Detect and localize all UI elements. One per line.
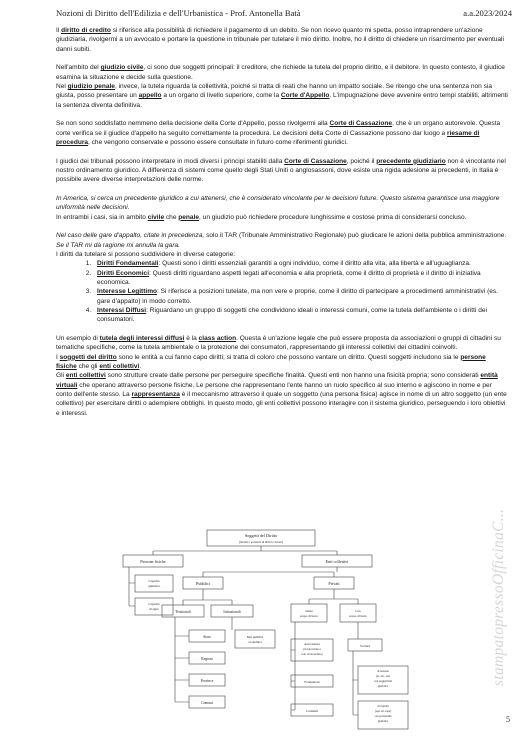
diagram-associazioni-2: (riconosciute e (303, 647, 321, 651)
keyword: entità virtuali (56, 372, 498, 389)
italic-text: Nel caso delle gare d'appalto, citate in precedenza, (56, 232, 205, 240)
diagram-enti-pubblici-economici-1: Enti pubblici (246, 635, 264, 639)
paragraph-gare-appalto (56, 231, 508, 259)
paragraph-giudizio-penale (56, 82, 508, 110)
diagram-comitati: Comitati (306, 709, 318, 713)
paragraph-enti-collettivi (56, 371, 508, 418)
paragraph-giudizio-civile (56, 63, 508, 82)
diagram-istituzionali: Istituzionali (223, 610, 241, 614)
keyword: enti collettivi (65, 372, 106, 380)
text: si riferisce alla possibilità di richiedere il pagamento di un debito. Se non ricevo quanto mi spetta, posso intraprendere un'azione giudiziaria, rivolgermi a un avvocato e portare la questione in tribunale per tutelare il mio diritto. Inoltre, ho il diritto di chiedere un risarcimento per eventuali danni subiti. (56, 27, 504, 53)
diagram-associazioni-1: Associazioni (304, 642, 320, 646)
text: è la (184, 335, 199, 343)
text: sono strutture create dalle persone per perseguire specifiche finalità. Questi enti non hanno una fisicità propria; sono considerati (105, 372, 481, 380)
text: Se non sono soddisfatto nemmeno della decisione della Corte d'Appello, posso rivolgermi alla (56, 120, 330, 128)
italic-text: In America, si cerca un precedente giuridico a cui attenersi, che è considerato vincolante per le decisioni future. Questo sistema garantisce una maggiore uniformità nelle decisioni. (56, 195, 500, 212)
diagram-capacita-giuridica-1: Capacità (148, 579, 160, 583)
paragraph-precedente (56, 157, 508, 185)
keyword: diritto di credito (61, 27, 111, 34)
diagram-di-capitali-3: con personalità (374, 715, 392, 718)
diagram-territoriali: Territoriali (175, 610, 191, 614)
diagram-di-persone-3: con soggettività (374, 680, 392, 683)
diagram-con-scopo-1: Con (355, 609, 361, 613)
list-item (93, 259, 508, 268)
text: Nel (56, 83, 68, 91)
keyword: riesame di procedura (56, 129, 480, 147)
header-title: Nozioni di Diritto dell'Edilizia e dell'Urbanistica - Prof. Antonella Batà (56, 8, 301, 18)
diagram-di-persone-2: (ss, snc, sas) (376, 675, 390, 678)
diagram-di-capitali-2: (spa, srl, sapa) (374, 710, 392, 713)
text: In entrambi i casi, sia in ambito (56, 213, 148, 221)
text: solo il TAR (Tribunale Amministrativo Regionale) può giudicare le azioni della pubblica amministrazione. (204, 232, 507, 240)
keyword: Interesse Legittimo (97, 288, 158, 296)
paragraph-diritto-credito (56, 26, 508, 54)
text: che operano attraverso persone fisiche. Le persone che rappresentano l'ente hanno un ruolo specifico al suo interno e agiscono in nome e per conto dell'ente stesso. La (56, 381, 492, 399)
text: : Si riferisce a posizioni tutelate, ma non vere e proprie, come il diritto di partecipare a procedimenti amministrativi (es. gare d'appalto) in modo corretto. (97, 288, 498, 305)
text: Nell'ambito del (56, 64, 101, 72)
keyword: Corte di Cassazione (329, 120, 393, 128)
diagram-privati: Privati (328, 581, 340, 586)
diagram-province: Province (200, 679, 214, 683)
text: Gli (56, 372, 66, 380)
keyword: giudizio civile (100, 64, 144, 72)
text: I diritti da tutelare si possono suddividere in diverse categorie: (56, 251, 236, 259)
text: I giudici dei tribunali possono interpretare in modi diversi i principi stabiliti dalla (56, 157, 285, 165)
document-body (56, 26, 508, 427)
diagram-di-capitali-4: giuridica (378, 720, 388, 723)
diagram-di-capitali-1: di capitali (377, 705, 389, 708)
text: è il meccanismo attraverso il quale un soggetto (una persona fisica) agisce in nome di un altro soggetto (un ente collettivo) per esercitare diritti o adempiere obblighi. In questo modo, gli enti collettivi possono interagire con il sistema giuridico, perseguendo i loro obiettivi e interessi. (56, 391, 507, 417)
keyword: Diritti Fondamentali (97, 260, 159, 268)
keyword: Diritti Economici (97, 269, 150, 277)
text: : Questi diritti riguardano aspetti legati all'economia e alla proprietà, come il diritto di proprietà e il diritto di iniziativa economica. (97, 269, 481, 287)
text: , poiché il (346, 157, 377, 165)
diagram-comuni: Comuni (201, 701, 213, 705)
diagram-enti-pubblici-economici-2: economici (248, 640, 262, 644)
keyword: enti collettivi (99, 363, 140, 371)
watermark: stampatopressoOfficinaC... (490, 508, 507, 686)
text: : Questi sono i diritti essenziali garantiti a ogni individuo, come il diritto alla vita, alla libertà e all'uguaglianza. (158, 260, 471, 268)
rights-list (56, 259, 508, 324)
text: , ci sono due soggetti principali: il creditore, che richiede la tutela del proprio diritto, e il debitore. In questo contesto, il giudice esamina la situazione e decide sulla questione. (56, 64, 505, 81)
paragraph-cassazione (56, 119, 508, 147)
keyword: civile (147, 213, 165, 221)
keyword: penale (178, 213, 200, 221)
list-item (93, 306, 508, 325)
diagram-fondazioni: Fondazioni (304, 680, 320, 684)
text: che (164, 213, 179, 221)
text: sono le entità a cui fanno capo diritti; si tratta di coloro che possono vantare un diritto. Questi soggetti includono sia le (116, 353, 461, 361)
text: . (139, 363, 142, 371)
text: . Questa è un'azione legale che può essere proposta da associazioni o gruppi di cittadini su tematiche specifiche, come la tutela ambientale o la protezione dei consumatori, rappresentando gli interessi collettivi dei cittadini coinvolti. (56, 335, 501, 352)
text: Il (56, 27, 62, 34)
soggetti-diritto-diagram (117, 528, 413, 742)
text: I (56, 353, 60, 361)
diagram-con-scopo-2: scopo di lucro (348, 614, 368, 618)
page-header (56, 8, 512, 18)
page-number: 5 (506, 715, 510, 724)
text: : Riguardano un gruppo di soggetti che condividono ideali o interessi comuni, come la tutela dell'ambiente o i diritti dei consumatori. (97, 307, 487, 324)
diagram-stato: Stato (203, 635, 211, 639)
keyword: giudizio penale (67, 83, 115, 91)
diagram-pubblici: Pubblici (196, 581, 210, 586)
diagram-senza-scopo-2: scopo di lucro (299, 614, 319, 618)
keyword: Corte di Cassazione (284, 157, 347, 165)
keyword: Interessi Diffusi (97, 307, 147, 315)
diagram-associazioni-3: non riconosciute) (301, 652, 323, 656)
diagram-capacita-agire-2: di agire (149, 607, 159, 611)
text: , che è un organo autorevole. Questa corte verifica se il giudice d'appello ha seguito correttamente la procedura. Le decisioni della Corte di Cassazione possono dar luogo a (56, 120, 501, 137)
diagram-enti-collettivi: Enti collettivi (325, 559, 349, 564)
paragraph-soggetti (56, 353, 508, 372)
text: a un organo di livello superiore, come la (161, 92, 281, 100)
text: , che vengono conservate e possono essere consultate in futuro come riferimenti giuridici. (88, 139, 348, 147)
diagram-regioni: Regioni (201, 657, 213, 661)
text: che gli (76, 363, 100, 371)
list-item (93, 269, 508, 288)
diagram-senza-scopo-1: Senza (305, 609, 313, 613)
keyword: soggetti del diritto (59, 353, 117, 361)
diagram-di-persone-4: giuridica (378, 685, 388, 688)
diagram-capacita-agire-1: Capacità (148, 602, 160, 606)
keyword: precedente giudiziario (376, 157, 446, 165)
keyword: appello (138, 92, 162, 100)
diagram-root-title: Soggetti del Diritto (244, 533, 278, 538)
keyword: class action (198, 335, 237, 343)
diagram-root-subtitle: (titolari e portatori di diritti e doveri) (238, 540, 284, 544)
text: non è vincolante nel nostro ordinamento giuridico. A differenza di sistemi come quello degli Stati Uniti o anglosassoni, dove esiste una rigida adesione ai precedenti, in Italia è possibile avere diverse interpretazioni delle norme. (56, 157, 506, 184)
keyword: Corte d'Appello (280, 92, 330, 100)
text: , un giudizio può richiedere procedure lunghissime e costose prima di considerarsi concluso. (199, 213, 467, 221)
keyword: rappresentanza (131, 391, 180, 399)
text: Un esempio di (56, 335, 100, 343)
diagram-di-persone-1: di persone (377, 670, 389, 673)
list-item (93, 287, 508, 306)
paragraph-america (56, 194, 508, 222)
text: , invece, la tutela riguarda la collettività, poiché si tratta di reati che hanno un impatto sociale. Se ritengo che una sentenza non sia giusta, posso presentare un (56, 83, 492, 100)
text: . L'impugnazione deve avvenire entro tempi stabiliti, altrimenti la sentenza diventa definitiva. (56, 92, 508, 109)
italic-text: Se il TAR mi dà ragione mi annulla la gara. (56, 241, 180, 249)
paragraph-class-action (56, 334, 508, 353)
header-year: a.a.2023/2024 (463, 8, 512, 18)
diagram-capacita-giuridica-2: giuridica (148, 584, 160, 588)
diagram-persone-fisiche: Persone fisiche (140, 559, 166, 564)
diagram-societa: Società (360, 644, 370, 648)
keyword: tutela degli interessi diffusi (99, 335, 185, 343)
keyword: persone fisiche (56, 353, 486, 371)
